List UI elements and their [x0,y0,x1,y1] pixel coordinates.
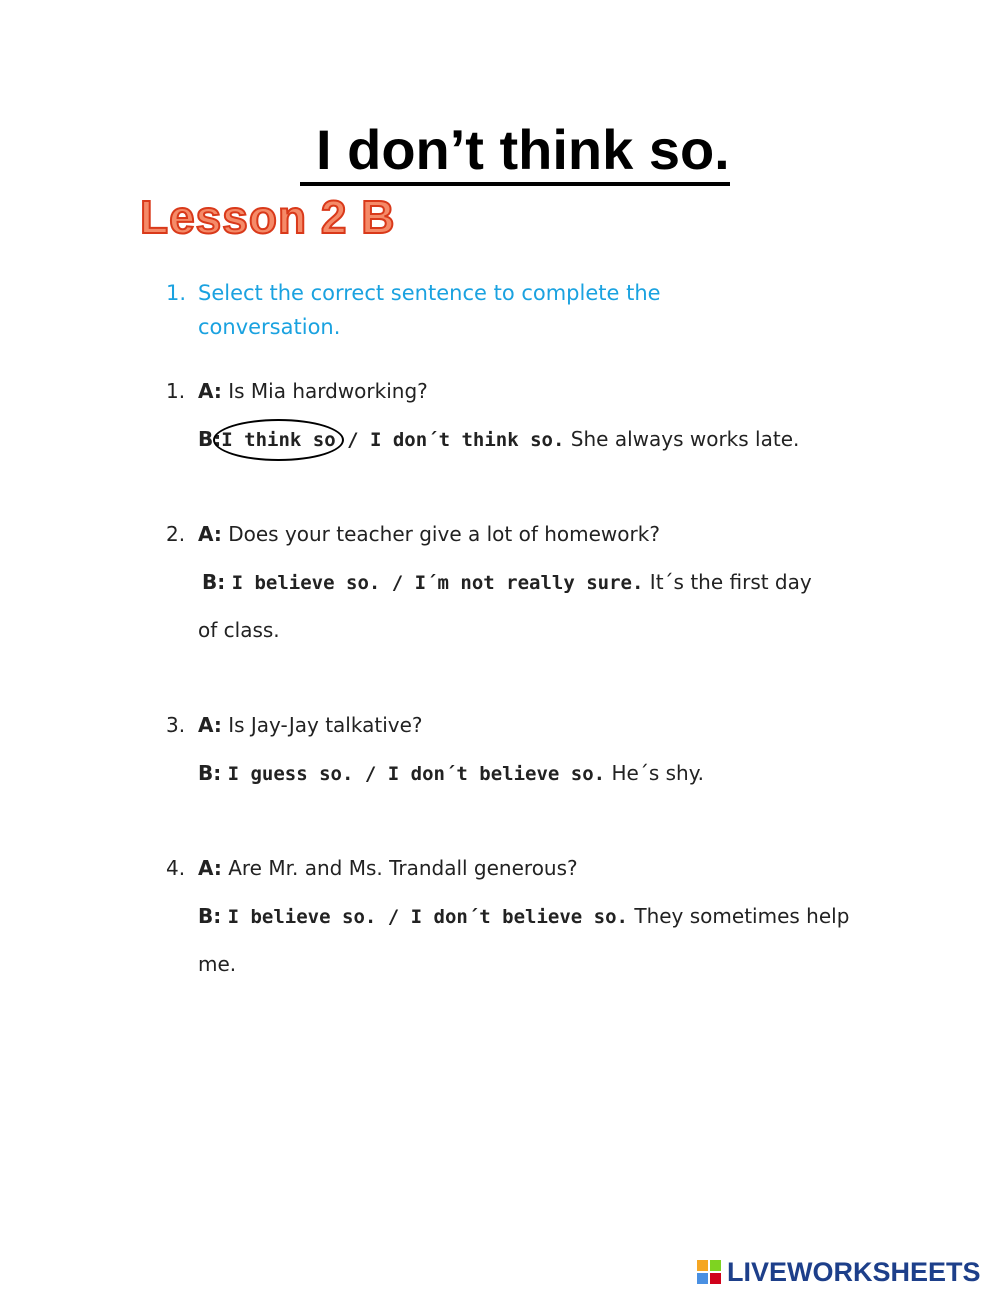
question-number: 3. [166,713,186,737]
answer-option-1[interactable]: I believe so. [231,572,381,594]
option-separator: / [376,906,411,928]
speaker-a-text: Is Jay-Jay talkative? [228,713,423,737]
liveworksheets-logo [697,1257,981,1287]
question-b-line [166,759,866,807]
speaker-b-label: B: [198,427,222,451]
speaker-a-label: A: [198,713,222,737]
answer-option-2[interactable]: I don´t think so. [369,429,565,451]
question-4 [166,854,866,998]
question-a-line [166,711,866,759]
instruction-number: 1. [166,281,187,305]
question-a-line [166,377,866,425]
speaker-a-label: A: [198,379,222,403]
answer-option-2[interactable]: I´m not really sure. [414,572,644,594]
speaker-b-text: It´s the first day [649,570,812,594]
speaker-b-text-continued: of class. [198,618,280,642]
speaker-a-text: Is Mia hardworking? [228,379,428,403]
question-b-continuation [166,616,866,664]
question-number: 1. [166,379,186,403]
lesson-heading: Lesson 2 B [140,191,396,243]
option-separator: / [353,763,388,785]
logo-tile [697,1260,708,1271]
instruction [166,276,786,344]
question-2 [166,520,866,664]
speaker-b-label: B: [198,904,222,928]
logo-text: LIVEWORKSHEETS [727,1256,981,1287]
logo-tile [710,1260,721,1271]
answer-option-1[interactable]: I think so [221,429,335,451]
speaker-b-text: She always works late. [570,427,800,451]
option-separator: / [335,429,370,451]
speaker-b-text-continued: me. [198,952,237,976]
speaker-a-text: Does your teacher give a lot of homework? [228,522,660,546]
answer-option-1[interactable]: I guess so. [227,763,354,785]
answer-option-2[interactable]: I don´t believe so. [410,906,628,928]
question-b-line [166,902,866,950]
question-3 [166,711,866,807]
question-number: 2. [166,522,186,546]
speaker-a-text: Are Mr. and Ms. Trandall generous? [228,856,578,880]
question-a-line [166,854,866,902]
page-title: I don’t think so. [300,118,730,186]
question-number: 4. [166,856,186,880]
instruction-text: Select the correct sentence to complete the conversation. [198,281,661,339]
answer-option-1[interactable]: I believe so. [227,906,377,928]
speaker-b-label: B: [198,761,222,785]
question-b-continuation [166,950,866,998]
logo-tile [710,1273,721,1284]
speaker-a-label: A: [198,856,222,880]
question-1 [166,377,866,473]
logo-tile [697,1273,708,1284]
speaker-a-label: A: [198,522,222,546]
speaker-b-label: B: [202,570,226,594]
question-b-line [166,425,866,473]
liveworksheets-logo-icon [697,1260,721,1284]
speaker-b-text: He´s shy. [611,761,705,785]
question-a-line [166,520,866,568]
option-separator: / [380,572,415,594]
speaker-b-text: They sometimes help [634,904,850,928]
question-b-line [166,568,866,616]
answer-option-2[interactable]: I don´t believe so. [387,763,606,785]
